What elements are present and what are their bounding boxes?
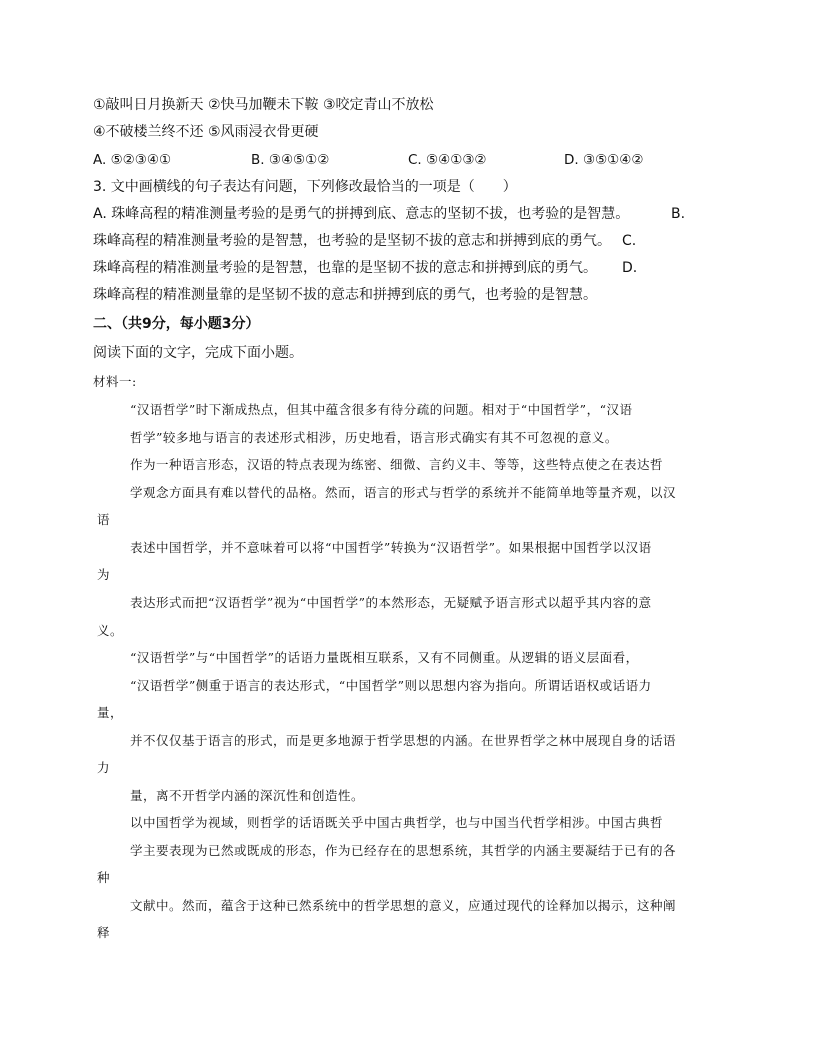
passage-line: 以中国哲学为视域，则哲学的话语既关乎中国古典哲学，也与中国当代哲学相涉。中国古典哲 xyxy=(130,815,664,830)
passage-line: “汉语哲学”与“中国哲学”的话语力量既相互联系，又有不同侧重。从逻辑的语义层面看， xyxy=(130,650,639,665)
q3-option-marker: D. xyxy=(622,260,638,276)
passage-line: 表达形式而把“汉语哲学”视为“中国哲学”的本然形态，无疑赋予语言形式以超乎其内容的意 xyxy=(130,595,652,610)
passage-line: “汉语哲学”侧重于语言的表达形式，“中国哲学”则以思想内容为指向。所谓话语权或话语力 xyxy=(130,678,652,693)
q2-option-c: C. ⑤④①③② xyxy=(408,152,487,168)
section-instruction: 阅读下面的文字，完成下面小题。 xyxy=(93,345,303,361)
q3-option-marker: C. xyxy=(622,233,637,249)
q2-option-b: B. ③④⑤①② xyxy=(251,152,330,168)
q3-option-line: 珠峰高程的精准测量靠的是坚韧不拔的意志和拼搏到底的勇气，也考验的是智慧。 xyxy=(93,287,597,303)
material-label: 材料一: xyxy=(93,374,137,389)
passage-line: 学主要表现为已然或既成的形态，作为已经存在的思想系统，其哲学的内涵主要凝结于已有的各 xyxy=(130,843,677,858)
q3-option-line: 珠峰高程的精准测量考验的是智慧，也考验的是坚韧不拔的意志和拼搏到底的勇气。 xyxy=(93,233,611,249)
passage-line: 量， xyxy=(97,705,124,720)
passage-line: “汉语哲学”时下渐成热点，但其中蕴含很多有待分疏的问题。相对于“中国哲学”，“汉语 xyxy=(130,402,633,417)
passage-line: 学观念方面具有难以替代的品格。然而，语言的形式与哲学的系统并不能简单地等量齐观，以汉 xyxy=(130,485,677,500)
q3-option-line: A. 珠峰高程的精准测量考验的是勇气的拼搏到底、意志的坚韧不拔，也考验的是智慧。 xyxy=(93,206,630,222)
section-heading: 二、（共9分，每小题3分） xyxy=(93,316,260,332)
q2-option-d: D. ③⑤①④② xyxy=(564,152,644,168)
q3-stem: 3. 文中画横线的句子表达有问题，下列修改最恰当的一项是（ ） xyxy=(93,179,517,195)
phrase-line-2: ④不破楼兰终不还 ⑤风雨浸衣骨更硬 xyxy=(93,124,319,140)
passage-line: 种 xyxy=(97,870,111,885)
passage-line: 义。 xyxy=(97,623,124,638)
passage-line: 释 xyxy=(97,925,111,940)
phrase-line-1: ①敲叫日月换新天 ②快马加鞭未下鞍 ③咬定青山不放松 xyxy=(93,97,434,113)
passage-line: 语 xyxy=(97,512,111,527)
passage-line: 并不仅仅基于语言的形式，而是更多地源于哲学思想的内涵。在世界哲学之林中展现自身的话语 xyxy=(130,733,677,748)
passage-line: 文献中。然而，蕴含于这种已然系统中的哲学思想的意义，应通过现代的诠释加以揭示，这种阐 xyxy=(130,898,677,913)
passage-line: 为 xyxy=(97,567,111,582)
passage-line: 力 xyxy=(97,760,111,775)
passage-line: 作为一种语言形态，汉语的特点表现为练密、细微、言约义丰、等等，这些特点使之在表达哲 xyxy=(130,457,664,472)
passage-line: 哲学”较多地与语言的表述形式相涉，历史地看，语言形式确实有其不可忽视的意义。 xyxy=(130,430,618,445)
passage-line: 表述中国哲学，并不意味着可以将“中国哲学”转换为“汉语哲学”。如果根据中国哲学以汉语 xyxy=(130,540,652,555)
q3-option-line: 珠峰高程的精准测量考验的是智慧，也靠的是坚韧不拔的意志和拼搏到底的勇气。 xyxy=(93,260,597,276)
q2-option-a: A. ⑤②③④① xyxy=(93,152,172,168)
q3-option-marker: B. xyxy=(671,206,686,222)
passage-line: 量，离不开哲学内涵的深沉性和创造性。 xyxy=(130,788,365,803)
